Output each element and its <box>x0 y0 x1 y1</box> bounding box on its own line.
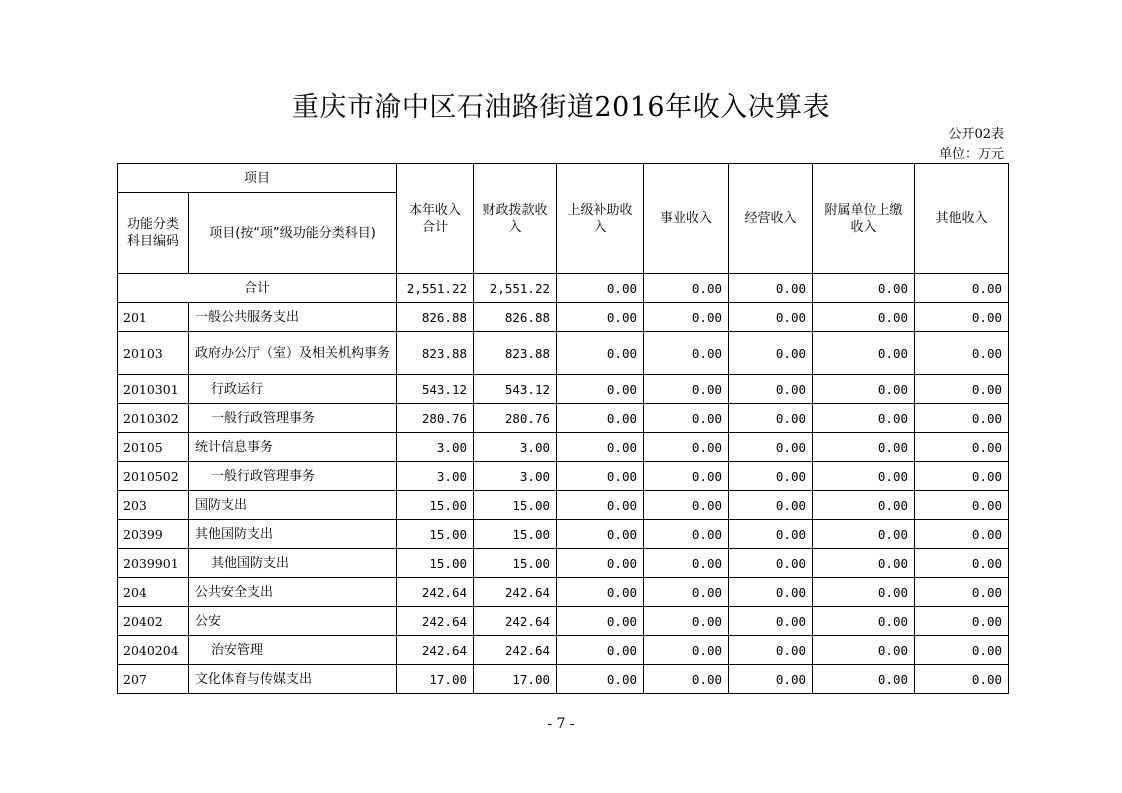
row-value: 0.00 <box>729 491 813 520</box>
header-col-2: 财政拨款收入 <box>474 164 557 274</box>
row-code: 20103 <box>118 332 189 375</box>
total-row <box>118 274 1009 303</box>
row-value: 17.00 <box>474 665 557 694</box>
header-project: 项目 <box>118 164 397 193</box>
table-row <box>118 491 1009 520</box>
row-value: 0.00 <box>915 303 1009 332</box>
row-value: 0.00 <box>729 520 813 549</box>
row-value: 0.00 <box>915 462 1009 491</box>
row-value: 0.00 <box>813 549 915 578</box>
row-value: 0.00 <box>813 636 915 665</box>
row-value: 0.00 <box>813 607 915 636</box>
row-value: 0.00 <box>644 404 729 433</box>
row-code: 2010502 <box>118 462 189 491</box>
row-value: 0.00 <box>729 636 813 665</box>
table-row <box>118 303 1009 332</box>
row-value: 0.00 <box>729 404 813 433</box>
total-value: 0.00 <box>729 274 813 303</box>
row-name: 其他国防支出 <box>189 549 397 578</box>
row-code: 203 <box>118 491 189 520</box>
row-code: 2039901 <box>118 549 189 578</box>
total-value: 2,551.22 <box>397 274 474 303</box>
row-value: 0.00 <box>644 462 729 491</box>
row-value: 0.00 <box>729 433 813 462</box>
row-value: 823.88 <box>397 332 474 375</box>
row-name: 公共安全支出 <box>189 578 397 607</box>
header-col-1: 本年收入合计 <box>397 164 474 274</box>
row-value: 826.88 <box>397 303 474 332</box>
row-name: 一般行政管理事务 <box>189 462 397 491</box>
row-value: 0.00 <box>915 607 1009 636</box>
row-value: 0.00 <box>557 462 644 491</box>
row-code: 2040204 <box>118 636 189 665</box>
row-value: 242.64 <box>474 636 557 665</box>
row-code: 2010301 <box>118 375 189 404</box>
total-value: 0.00 <box>644 274 729 303</box>
row-value: 280.76 <box>474 404 557 433</box>
header-col-3: 上级补助收入 <box>557 164 644 274</box>
row-value: 0.00 <box>644 607 729 636</box>
table-row <box>118 636 1009 665</box>
row-value: 0.00 <box>557 578 644 607</box>
row-value: 3.00 <box>474 462 557 491</box>
row-value: 0.00 <box>915 332 1009 375</box>
table-row <box>118 549 1009 578</box>
row-value: 0.00 <box>813 578 915 607</box>
table-body <box>118 164 1009 694</box>
table-row <box>118 607 1009 636</box>
row-value: 0.00 <box>729 665 813 694</box>
row-value: 280.76 <box>397 404 474 433</box>
row-value: 0.00 <box>813 303 915 332</box>
row-code: 2010302 <box>118 404 189 433</box>
row-value: 0.00 <box>644 549 729 578</box>
form-number: 公开02表 <box>948 127 1004 142</box>
row-value: 0.00 <box>644 636 729 665</box>
header-col-7: 其他收入 <box>915 164 1009 274</box>
row-code: 204 <box>118 578 189 607</box>
total-value: 0.00 <box>557 274 644 303</box>
page-title: 重庆市渝中区石油路街道2016年收入决算表 <box>291 92 831 123</box>
header-code: 功能分类科目编码 <box>118 193 189 274</box>
table-row <box>118 404 1009 433</box>
row-name: 一般公共服务支出 <box>189 303 397 332</box>
row-value: 0.00 <box>644 303 729 332</box>
row-name: 其他国防支出 <box>189 520 397 549</box>
row-value: 0.00 <box>729 332 813 375</box>
row-value: 15.00 <box>397 549 474 578</box>
row-value: 0.00 <box>557 549 644 578</box>
row-value: 0.00 <box>557 491 644 520</box>
row-value: 0.00 <box>557 636 644 665</box>
row-value: 242.64 <box>474 578 557 607</box>
table-row <box>118 375 1009 404</box>
row-value: 0.00 <box>644 520 729 549</box>
row-value: 242.64 <box>397 636 474 665</box>
row-value: 0.00 <box>557 375 644 404</box>
row-value: 0.00 <box>729 607 813 636</box>
page-number: - 7 - <box>547 716 575 732</box>
row-value: 0.00 <box>915 404 1009 433</box>
row-name: 治安管理 <box>189 636 397 665</box>
row-value: 0.00 <box>813 375 915 404</box>
table-row <box>118 332 1009 375</box>
table-row <box>118 433 1009 462</box>
row-value: 0.00 <box>729 462 813 491</box>
row-value: 0.00 <box>644 375 729 404</box>
unit-label: 单位：万元 <box>938 147 1004 162</box>
row-name: 国防支出 <box>189 491 397 520</box>
header-col-5: 经营收入 <box>729 164 813 274</box>
header-col-4: 事业收入 <box>644 164 729 274</box>
row-value: 0.00 <box>557 433 644 462</box>
header-item: 项目(按“项”级功能分类科目) <box>189 193 397 274</box>
total-value: 2,551.22 <box>474 274 557 303</box>
row-value: 0.00 <box>915 636 1009 665</box>
row-value: 15.00 <box>397 491 474 520</box>
row-value: 0.00 <box>915 549 1009 578</box>
row-code: 20402 <box>118 607 189 636</box>
row-name: 行政运行 <box>189 375 397 404</box>
table-row <box>118 462 1009 491</box>
row-code: 20105 <box>118 433 189 462</box>
row-code: 201 <box>118 303 189 332</box>
row-value: 242.64 <box>474 607 557 636</box>
row-value: 3.00 <box>397 462 474 491</box>
total-label: 合计 <box>118 274 397 303</box>
row-value: 0.00 <box>915 520 1009 549</box>
row-value: 0.00 <box>557 303 644 332</box>
row-value: 0.00 <box>915 433 1009 462</box>
row-value: 543.12 <box>474 375 557 404</box>
row-value: 3.00 <box>474 433 557 462</box>
total-value: 0.00 <box>813 274 915 303</box>
row-name: 政府办公厅（室）及相关机构事务 <box>189 332 397 375</box>
row-value: 0.00 <box>557 607 644 636</box>
row-value: 0.00 <box>557 332 644 375</box>
table-row <box>118 665 1009 694</box>
row-value: 17.00 <box>397 665 474 694</box>
row-value: 0.00 <box>813 462 915 491</box>
row-value: 15.00 <box>397 520 474 549</box>
row-value: 0.00 <box>915 665 1009 694</box>
row-value: 0.00 <box>915 491 1009 520</box>
row-value: 242.64 <box>397 578 474 607</box>
row-value: 0.00 <box>915 375 1009 404</box>
row-code: 207 <box>118 665 189 694</box>
table-row <box>118 520 1009 549</box>
header-row-1 <box>118 164 1009 193</box>
row-name: 一般行政管理事务 <box>189 404 397 433</box>
row-value: 0.00 <box>813 491 915 520</box>
row-value: 0.00 <box>557 665 644 694</box>
total-value: 0.00 <box>915 274 1009 303</box>
row-value: 823.88 <box>474 332 557 375</box>
row-value: 0.00 <box>813 433 915 462</box>
row-value: 543.12 <box>397 375 474 404</box>
table-row <box>118 578 1009 607</box>
row-code: 20399 <box>118 520 189 549</box>
row-value: 242.64 <box>397 607 474 636</box>
row-value: 0.00 <box>813 665 915 694</box>
row-value: 826.88 <box>474 303 557 332</box>
row-value: 15.00 <box>474 491 557 520</box>
row-value: 0.00 <box>644 332 729 375</box>
row-value: 15.00 <box>474 549 557 578</box>
row-value: 0.00 <box>813 404 915 433</box>
row-value: 0.00 <box>729 375 813 404</box>
row-value: 0.00 <box>644 491 729 520</box>
row-value: 0.00 <box>557 520 644 549</box>
row-value: 0.00 <box>813 520 915 549</box>
row-name: 统计信息事务 <box>189 433 397 462</box>
row-value: 0.00 <box>729 549 813 578</box>
header-col-6: 附属单位上缴收入 <box>813 164 915 274</box>
income-table <box>117 163 1009 694</box>
row-value: 0.00 <box>557 404 644 433</box>
row-value: 0.00 <box>915 578 1009 607</box>
row-value: 0.00 <box>729 303 813 332</box>
row-value: 0.00 <box>644 578 729 607</box>
row-value: 15.00 <box>474 520 557 549</box>
row-value: 3.00 <box>397 433 474 462</box>
row-name: 文化体育与传媒支出 <box>189 665 397 694</box>
row-value: 0.00 <box>644 433 729 462</box>
row-value: 0.00 <box>813 332 915 375</box>
row-value: 0.00 <box>644 665 729 694</box>
row-name: 公安 <box>189 607 397 636</box>
row-value: 0.00 <box>729 578 813 607</box>
